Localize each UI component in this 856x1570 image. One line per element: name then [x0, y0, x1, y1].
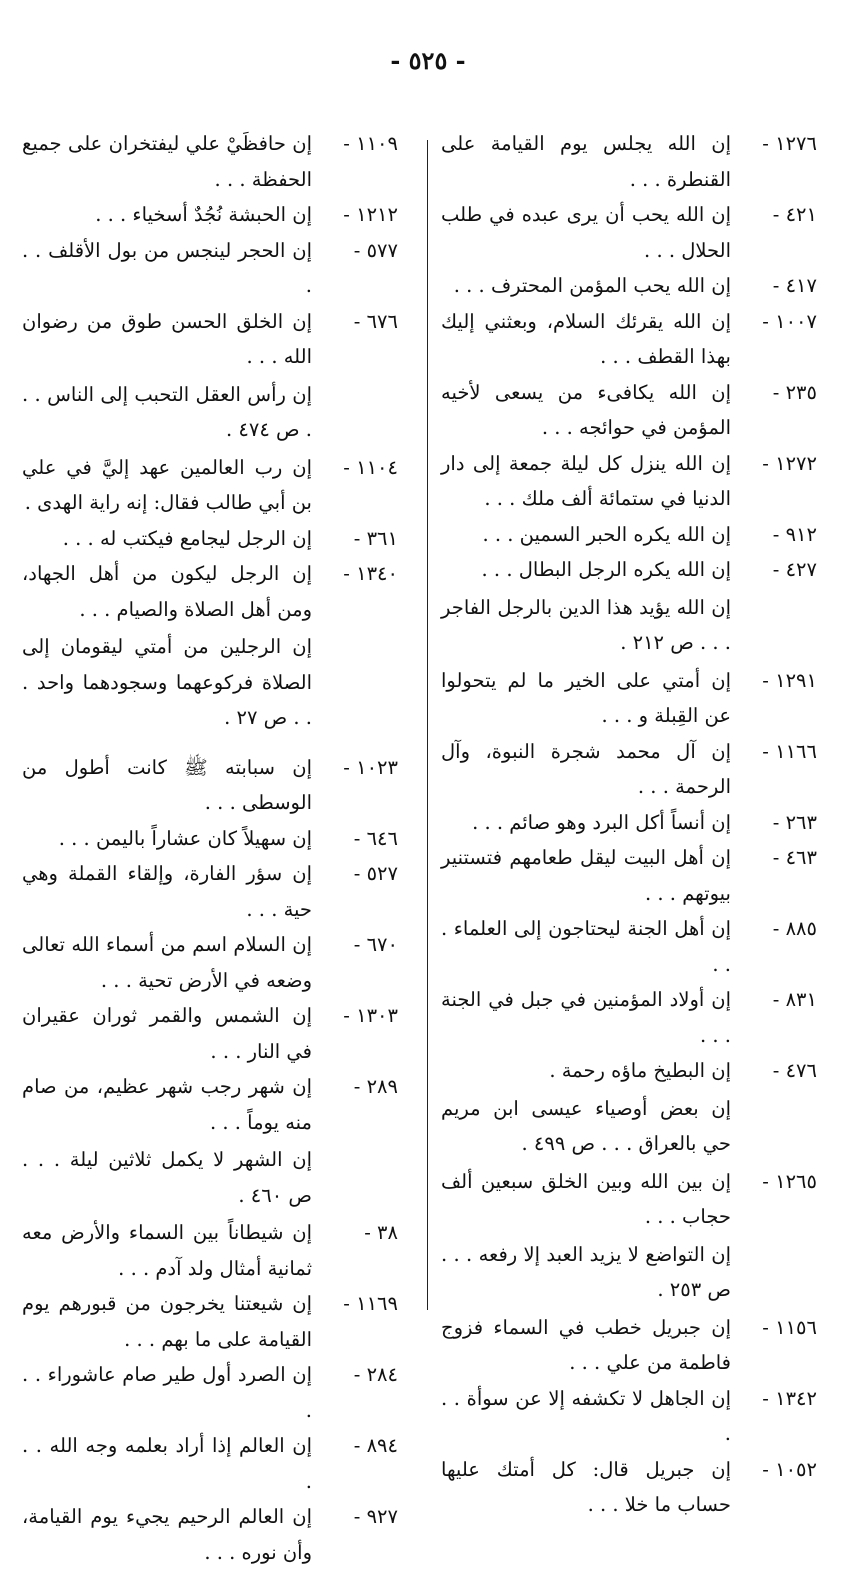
- index-note: [22, 377, 398, 448]
- index-entry: [441, 1164, 817, 1235]
- entry-number: ٢٨٤ -: [353, 1363, 398, 1386]
- entry-number: ٤٦٣ -: [772, 846, 817, 869]
- entry-number: ٦٤٦ -: [353, 826, 398, 850]
- entry-number: ١١٦٦ -: [762, 739, 817, 763]
- entry-number: ٨٩٤ -: [353, 1434, 398, 1457]
- entry-number: ١٢٩١ -: [762, 668, 817, 692]
- column-divider: [427, 140, 428, 1310]
- index-entry: [441, 446, 817, 517]
- entry-text: إن الله يكافىء من يسعى لأخيه المؤمن في حوائجه . . .: [441, 380, 731, 439]
- entry-text: إن شيطاناً بين السماء والأرض معه ثمانية أمثال ولد آدم . . .: [22, 1221, 312, 1280]
- entry-number: ١٠٠٧ -: [762, 309, 817, 333]
- entry-text: إن جبريل خطب في السماء فزوج فاطمة من علي . . .: [441, 1315, 731, 1374]
- index-note: [441, 1237, 817, 1308]
- index-column-left: [22, 126, 398, 1570]
- entry-number: ٥٧٧ -: [353, 238, 398, 262]
- entry-number: ٢٦٣ -: [772, 810, 817, 834]
- index-entry: [22, 1428, 398, 1499]
- index-entry: [441, 982, 817, 1053]
- entry-text: إن أهل البيت ليقل طعامهم فتستنير بيوتهم . . .: [441, 846, 731, 905]
- entry-text: إن رب العالمين عهد إليَّ في علي بن أبي طالب فقال: إنه راية الهدى .: [22, 455, 312, 514]
- entry-text: إن الله يجلس يوم القيامة على القنطرة . . .: [441, 132, 731, 191]
- note-text: إن الرجلين من أمتي ليقومان إلى الصلاة فركوعهما وسجودهما واحد . . . ص ٢٧ .: [22, 635, 312, 729]
- index-entry: [22, 1215, 398, 1286]
- index-note: [441, 1091, 817, 1162]
- note-text: إن التواضع لا يزيد العبد إلا رفعه . . . ص ٢٥٣ .: [441, 1242, 731, 1301]
- entry-text: إن سؤر الفارة، وإلقاء القملة وهي حية . . .: [22, 862, 312, 921]
- entry-number: ٩١٢ -: [772, 522, 817, 546]
- entry-number: ٤١٧ -: [772, 274, 817, 297]
- index-entry: [441, 1452, 817, 1523]
- index-entry: [441, 840, 817, 911]
- entry-text: إن سهيلاً كان عشاراً باليمن . . .: [58, 826, 312, 850]
- entry-text: إن حافظَيْ علي ليفتخران على جميع الحفظة . . .: [22, 132, 312, 191]
- entry-text: إن الله يكره الحبر السمين . . .: [482, 522, 731, 546]
- index-entry: [441, 1053, 817, 1089]
- entry-number: ٨٨٥ -: [772, 917, 817, 940]
- entry-text: إن الحبشة نُجُدٌ أسخياء . . .: [95, 203, 312, 226]
- entry-text: إن الخلق الحسن طوق من رضوان الله . . .: [22, 309, 312, 368]
- index-entry: [22, 927, 398, 998]
- index-entry: [441, 197, 817, 268]
- index-entry: [22, 197, 398, 233]
- index-note: [22, 1142, 398, 1213]
- entry-text: إن الرجل ليجامع فيكتب له . . .: [62, 526, 312, 550]
- entry-text: إن العالم إذا أراد بعلمه وجه الله . . .: [22, 1434, 312, 1493]
- entry-number: ١١٦٩ -: [343, 1292, 398, 1315]
- entry-number: ٣٨ -: [364, 1221, 398, 1244]
- entry-number: ١٢٦٥ -: [762, 1169, 817, 1193]
- index-column-right: [441, 126, 817, 1523]
- entry-number: ٤٢٧ -: [772, 558, 817, 581]
- index-note: [441, 590, 817, 661]
- entry-number: ٦٧٠ -: [353, 933, 398, 956]
- index-entry: [441, 375, 817, 446]
- entry-number: ٢٨٩ -: [353, 1075, 398, 1098]
- entry-text: إن الرجل ليكون من أهل الجهاد، ومن أهل الصلاة والصيام . . .: [22, 562, 312, 621]
- entry-text: إن أنساً أكل البرد وهو صائم . . .: [472, 810, 731, 834]
- entry-text: إن أمتي على الخير ما لم يتحولوا عن القِبلة و . . .: [441, 668, 731, 727]
- index-entry: [441, 552, 817, 588]
- index-entry: [441, 734, 817, 805]
- entry-number: ١١٠٤ -: [343, 455, 398, 479]
- entry-text: إن الله يقرئك السلام، وبعثني إليك بهذا القطف . . .: [441, 309, 731, 368]
- index-entry: [22, 750, 398, 821]
- entry-number: ١٠٢٣ -: [343, 755, 398, 779]
- entry-text: إن بين الله وبين الخلق سبعين ألف حجاب . . .: [441, 1169, 731, 1228]
- index-entry: [22, 1069, 398, 1140]
- index-entry: [22, 304, 398, 375]
- entry-text: إن الجاهل لا تكشفه إلا عن سوأة . . .: [441, 1386, 731, 1445]
- entry-number: ١٣٤٠ -: [343, 562, 398, 585]
- entry-text: إن الصرد أول طير صام عاشوراء . . .: [22, 1363, 312, 1422]
- entry-text: إن السلام اسم من أسماء الله تعالى وضعه في الأرض تحية . . .: [22, 933, 312, 992]
- entry-number: ١١٥٦ -: [762, 1315, 817, 1339]
- entry-number: ٩٢٧ -: [353, 1505, 398, 1528]
- index-entry: [441, 911, 817, 982]
- index-entry: [441, 517, 817, 553]
- index-entry: [22, 450, 398, 521]
- index-entry: [441, 1310, 817, 1381]
- note-text: إن رأس العقل التحبب إلى الناس . . . ص ٤٧٤ .: [22, 382, 312, 441]
- note-text: إن بعض أوصياء عيسى ابن مريم حي بالعراق . . . ص ٤٩٩ .: [441, 1096, 731, 1155]
- entry-number: ١٢٧٦ -: [762, 132, 817, 155]
- index-entry: [22, 856, 398, 927]
- entry-number: ١٣٤٢ -: [762, 1386, 817, 1410]
- index-entry: [22, 233, 398, 304]
- index-entry: [22, 1499, 398, 1570]
- index-entry: [441, 1381, 817, 1452]
- entry-text: إن آل محمد شجرة النبوة، وآل الرحمة . . .: [441, 739, 731, 798]
- entry-number: ٣٦١ -: [353, 526, 398, 550]
- index-entry: [441, 268, 817, 304]
- entry-text: إن الله يحب المؤمن المحترف . . .: [453, 274, 731, 297]
- index-entry: [22, 521, 398, 557]
- index-entry: [22, 556, 398, 627]
- entry-text: إن البطيخ ماؤه رحمة .: [549, 1059, 731, 1082]
- entry-number: ١٣٠٣ -: [343, 1004, 398, 1027]
- index-entry: [441, 805, 817, 841]
- index-entry: [441, 304, 817, 375]
- index-entry: [22, 126, 398, 197]
- entry-text: إن العالم الرحيم يجيء يوم القيامة، وأن نوره . . .: [22, 1505, 312, 1564]
- entry-number: ١٠٥٢ -: [762, 1457, 817, 1481]
- note-text: إن الله يؤيد هذا الدين بالرجل الفاجر . . . ص ٢١٢ .: [441, 595, 731, 654]
- page-number: - ٥٢٥ -: [390, 46, 466, 75]
- entry-gap: [22, 738, 398, 750]
- entry-text: إن جبريل قال: كل أمتك عليها حساب ما خلا . . .: [441, 1457, 731, 1516]
- entry-text: إن الله ينزل كل ليلة جمعة إلى دار الدنيا في ستمائة ألف ملك . . .: [441, 451, 731, 510]
- entry-text: إن شهر رجب شهر عظيم، من صام منه يوماً . . .: [22, 1075, 312, 1134]
- entry-number: ٢٣٥ -: [772, 380, 817, 404]
- entry-number: ١٢١٢ -: [343, 203, 398, 226]
- index-entry: [22, 821, 398, 857]
- entry-text: إن شيعتنا يخرجون من قبورهم يوم القيامة على ما بهم . . .: [22, 1292, 312, 1351]
- index-entry: [22, 998, 398, 1069]
- entry-text: إن الحجر لينجس من بول الأقلف . . .: [22, 238, 312, 297]
- entry-text: إن الله يكره الرجل البطال . . .: [481, 558, 731, 581]
- entry-text: إن الله يحب أن يرى عبده في طلب الحلال . . .: [441, 203, 731, 262]
- entry-number: ٤٢١ -: [772, 203, 817, 226]
- entry-number: ٤٧٦ -: [772, 1059, 817, 1082]
- index-entry: [441, 126, 817, 197]
- entry-number: ٦٧٦ -: [353, 309, 398, 333]
- entry-text: إن سبابته ﷺ كانت أطول من الوسطى . . .: [22, 755, 312, 814]
- entry-number: ٨٣١ -: [772, 988, 817, 1011]
- note-text: إن الشهر لا يكمل ثلاثين ليلة . . . ص ٤٦٠ .: [22, 1148, 312, 1207]
- index-note: [22, 629, 398, 736]
- entry-text: إن أولاد المؤمنين في جبل في الجنة . . .: [441, 988, 731, 1047]
- entry-text: إن أهل الجنة ليحتاجون إلى العلماء . . .: [441, 917, 731, 976]
- entry-number: ١١٠٩ -: [343, 132, 398, 155]
- entry-number: ١٢٧٢ -: [762, 451, 817, 475]
- index-entry: [22, 1286, 398, 1357]
- entry-number: ٥٢٧ -: [353, 862, 398, 885]
- index-entry: [441, 663, 817, 734]
- entry-text: إن الشمس والقمر ثوران عقيران في النار . . .: [22, 1004, 312, 1063]
